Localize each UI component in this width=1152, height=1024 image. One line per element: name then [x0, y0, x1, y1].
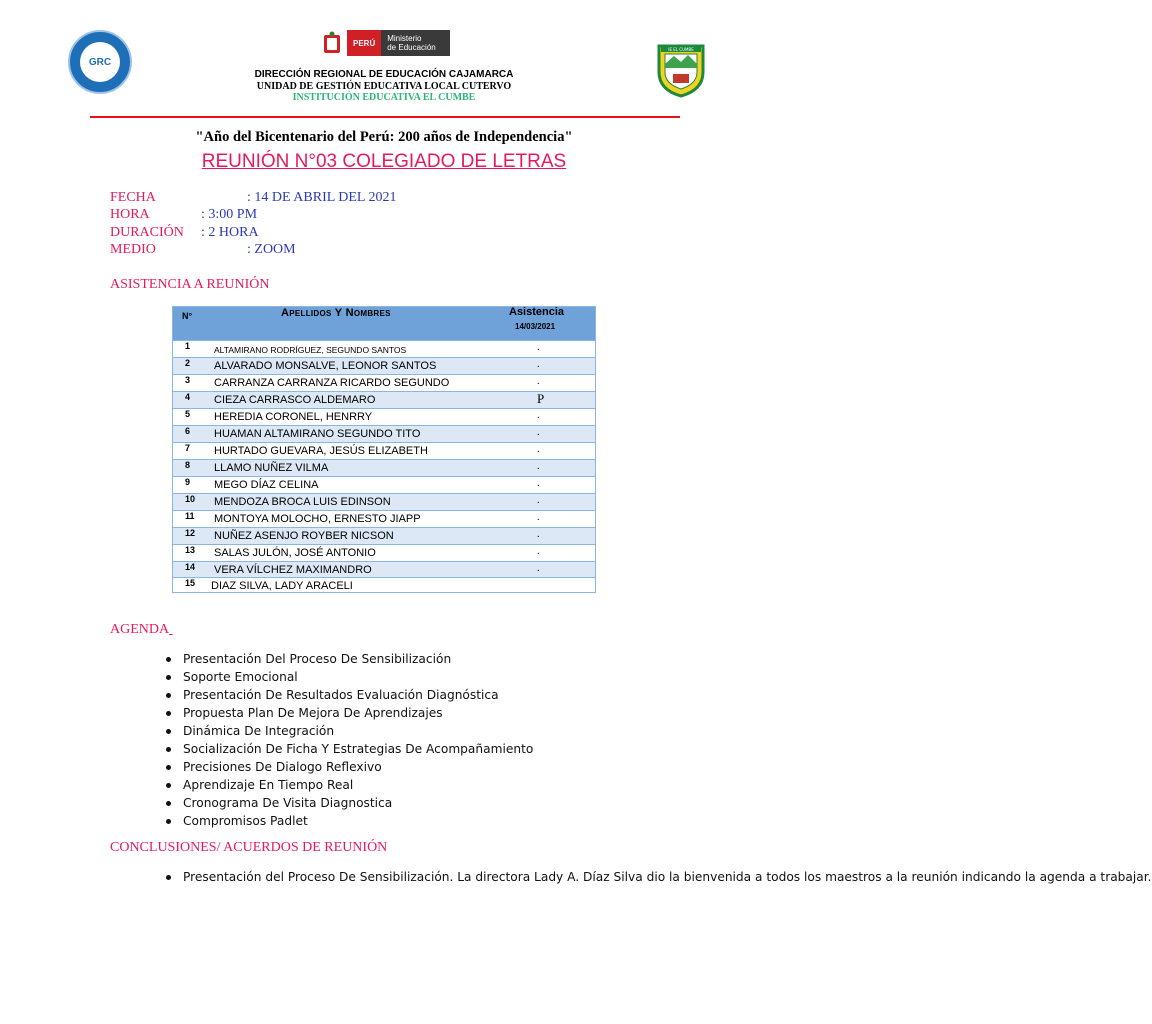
- table-row: 3 CARRANZA CARRANZA RICARDO SEGUNDO .: [173, 374, 595, 391]
- meta-key-fecha: FECHA: [110, 190, 156, 205]
- list-item: Propuesta Plan De Mejora De Aprendizajes: [163, 704, 533, 722]
- meta-key-medio: MEDIO: [110, 242, 156, 257]
- header-number: N°: [182, 311, 193, 321]
- table-row: 13 SALAS JULÓN, JOSÉ ANTONIO .: [173, 544, 595, 561]
- table-row: 8 LLAMO NUÑEZ VILMA .: [173, 459, 595, 476]
- meta-value-duracion: : 2 HORA: [201, 225, 259, 240]
- table-row: 6 HUAMAN ALTAMIRANO SEGUNDO TITO .: [173, 425, 595, 442]
- meta-value-hora: : 3:00 PM: [201, 207, 258, 222]
- table-row: 1 ALTAMIRANO RODRÍGUEZ, SEGUNDO SANTOS .: [173, 340, 595, 357]
- table-row: 2 ALVARADO MONSALVE, LEONOR SANTOS .: [173, 357, 595, 374]
- table-row: 5 HEREDIA CORONEL, HENRRY .: [173, 408, 595, 425]
- table-row: 11 MONTOYA MOLOCHO, ERNESTO JIAPP .: [173, 510, 595, 527]
- document-title: REUNIÓN N°03 COLEGIADO DE LETRAS: [201, 151, 567, 172]
- list-item: Presentación del Proceso De Sensibilización. La directora Lady A. Díaz Silva dio la bienvenida a todos los maestros a la reunión indicando la agenda a trabajar.: [163, 868, 683, 886]
- list-item: Aprendizaje En Tiempo Real: [163, 776, 533, 794]
- agenda-heading: AGENDA: [110, 622, 170, 637]
- year-motto: "Año del Bicentenario del Perú: 200 años de Independencia": [195, 129, 573, 145]
- meta-value-medio: : ZOOM: [247, 242, 296, 257]
- header-divider: [90, 116, 680, 118]
- attendance-table: [172, 306, 596, 593]
- header-date: 14/03/2021: [515, 322, 556, 331]
- list-item: Precisiones De Dialogo Reflexivo: [163, 758, 533, 776]
- header-name: Apellidos Y Nombres: [281, 307, 391, 319]
- minedu-logo: [321, 30, 450, 56]
- table-row: 10 MENDOZA BROCA LUIS EDINSON .: [173, 493, 595, 510]
- header-line-2: UNIDAD DE GESTIÓN EDUCATIVA LOCAL CUTERVO: [256, 81, 512, 92]
- header-attendance: Asistencia: [509, 306, 565, 318]
- table-row: 14 VERA VÍLCHEZ MAXIMANDRO .: [173, 561, 595, 578]
- conclusions-heading: CONCLUSIONES/ ACUERDOS DE REUNIÓN: [110, 840, 388, 855]
- list-item: Presentación Del Proceso De Sensibilización: [163, 650, 533, 668]
- list-item: Dinámica De Integración: [163, 722, 533, 740]
- national-seal-icon: [321, 30, 343, 56]
- list-item: Presentación De Resultados Evaluación Diagnóstica: [163, 686, 533, 704]
- table-row: 15 DIAZ SILVA, LADY ARACELI: [173, 577, 595, 594]
- agenda-list: [163, 650, 533, 830]
- svg-text:IE EL CUMBE: IE EL CUMBE: [668, 47, 694, 52]
- attendance-heading: ASISTENCIA A REUNIÓN: [110, 277, 270, 292]
- list-item: Cronograma De Visita Diagnostica: [163, 794, 533, 812]
- conclusions-list: [163, 868, 1152, 886]
- header-line-3: INSTITUCIÓN EDUCATIVA EL CUMBE: [292, 92, 476, 103]
- table-header: [173, 307, 595, 340]
- meta-value-fecha: : 14 DE ABRIL DEL 2021: [247, 190, 397, 205]
- meta-key-hora: HORA: [110, 207, 150, 222]
- peru-label: PERÚ: [347, 30, 381, 56]
- table-row: 4 CIEZA CARRASCO ALDEMARO P: [173, 391, 595, 408]
- ministry-label: Ministerio de Educación: [381, 30, 449, 56]
- table-row: 9 MEGO DÍAZ CELINA .: [173, 476, 595, 493]
- list-item: Soporte Emocional: [163, 668, 533, 686]
- table-row: 7 HURTADO GUEVARA, JESÚS ELIZABETH .: [173, 442, 595, 459]
- meta-key-duracion: DURACIÓN: [110, 225, 184, 240]
- list-item: Compromisos Padlet: [163, 812, 533, 830]
- header-line-1: DIRECCIÓN REGIONAL DE EDUCACIÓN CAJAMARCA: [254, 69, 514, 80]
- list-item: Socialización De Ficha Y Estrategias De Acompañamiento: [163, 740, 533, 758]
- table-row: 12 NUÑEZ ASENJO ROYBER NICSON .: [173, 527, 595, 544]
- ugel-logo-text: GRC: [80, 42, 120, 82]
